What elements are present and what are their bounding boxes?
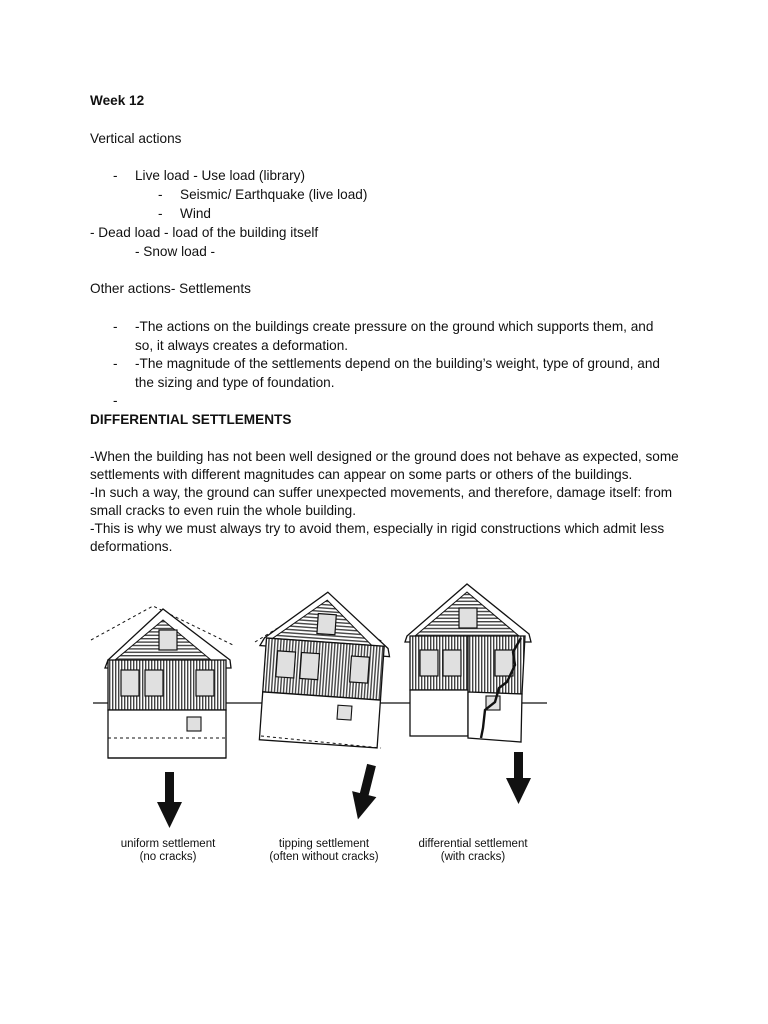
section-heading-vertical-actions: Vertical actions [90,131,182,146]
section-heading-differential: DIFFERENTIAL SETTLEMENTS [90,412,292,427]
caption-differential-line1: differential settlement [418,838,528,850]
caption-uniform-line2: (no cracks) [139,851,197,863]
arrow-down-icon [506,752,531,804]
caption-differential-line2: (with cracks) [440,851,506,863]
list-item-snow-load: - Snow load - [135,244,216,259]
list-item-pressure-line2: so, it always creates a deformation. [135,338,349,353]
paragraph-avoid: -This is why we must always try to avoid them, especially in rigid constructions which admit less deformations. [90,521,665,554]
list-item-dead-load: - Dead load - load of the building itself [90,225,319,240]
section-heading-other-actions: Other actions- Settlements [90,281,251,296]
house-uniform-settlement [91,606,233,758]
caption-tipping-line2: (often without cracks) [269,851,379,863]
paragraph-design: -When the building has not been well designed or the ground does not behave as expected, some settlements with different magnitudes can appear on some parts or others of the buildings. [90,449,679,482]
house-differential-settlement [405,584,531,742]
bullet-dash: - [113,356,118,371]
arrow-down-tilted-icon [346,762,384,822]
bullet-dash: - [113,319,118,334]
list-item-seismic: Seismic/ Earthquake (live load) [180,187,368,202]
paragraph-movements: -In such a way, the ground can suffer unexpected movements, and therefore, damage itself: from small cracks to even ruin the whole building. [90,485,673,518]
list-item-wind: Wind [180,206,211,221]
bullet-dash: - [113,393,118,408]
caption-uniform-line1: uniform settlement [120,838,216,850]
bullet-dash: - [113,168,118,183]
bullet-dash: - [158,206,163,221]
page-title: Week 12 [90,93,145,108]
bullet-dash: - [158,187,163,202]
caption-tipping-line1: tipping settlement [278,838,370,850]
list-item-pressure-line1: -The actions on the buildings create pressure on the ground which supports them, and [135,319,654,334]
list-item-magnitude-line2: the sizing and type of foundation. [135,375,335,390]
settlement-diagram [85,570,555,870]
house-tipping-settlement [253,588,393,749]
list-item-live-load: Live load - Use load (library) [135,168,305,183]
list-item-magnitude-line1: -The magnitude of the settlements depend on the building’s weight, type of ground, and [135,356,660,371]
arrow-down-icon [157,772,182,828]
